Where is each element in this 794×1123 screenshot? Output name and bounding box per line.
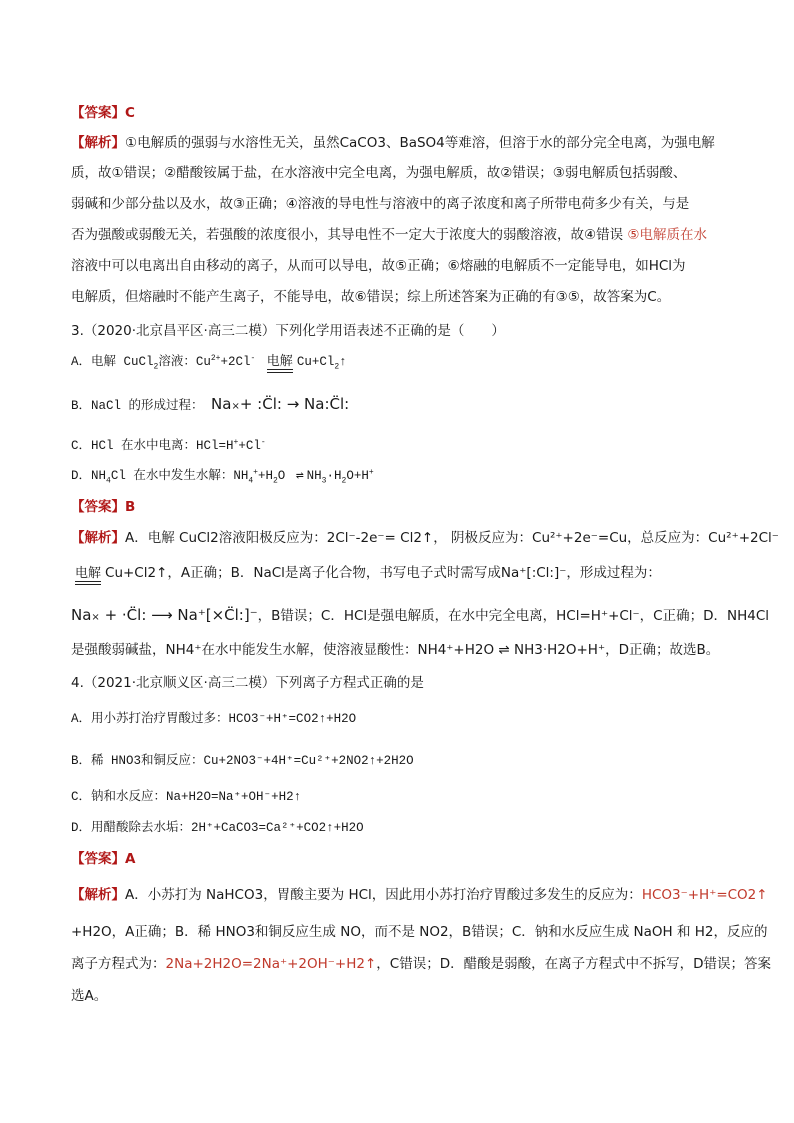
q3d-text: Cl 在水中发生水解：NH <box>110 469 249 483</box>
answer-line-q3 <box>71 497 731 517</box>
condition-bar <box>267 369 293 373</box>
analysis-tag: 【解析】 <box>71 887 125 903</box>
condition-label: 电解 <box>266 354 293 369</box>
analysis-line <box>71 133 731 153</box>
analysis-line: +H2O，A正确；B．稀 HNO3和铜反应生成 NO，而不是 NO2，B错误；C．钠和水反应生成 NaOH 和 H2，反应的 <box>71 924 768 940</box>
analysis-text: A．小苏打为 NaHCO3，胃酸主要为 HCl，因此用小苏打治疗胃酸过多发生的反应为： <box>125 887 642 903</box>
question-3: 3.（2020·北京昌平区·高三二模）下列化学用语表述不正确的是（ ） <box>71 323 505 339</box>
q4-option-d: D．用醋酸除去水垢：2H⁺+CaCO3=Ca²⁺+CO2↑+H2O <box>71 821 364 835</box>
equilibrium-arrow: ⇌ <box>295 468 304 483</box>
q3c-text: C．HCl 在水中电离：HCl=H <box>71 439 234 453</box>
q3a-text: Cu+Cl <box>296 355 335 369</box>
analysis-highlight: ⑤电解质在水 <box>627 227 708 243</box>
analysis-text: ，B错误；C．HCl是强电解质，在水中完全电离，HCl=H⁺+Cl⁻，C正确；D．NH4Cl <box>257 608 770 624</box>
analysis-line <box>71 225 731 245</box>
analysis-line <box>71 605 770 628</box>
analysis-highlight: 2Na+2H2O=2Na⁺+2OH⁻+H2↑ <box>165 956 377 972</box>
analysis-line <box>71 954 772 974</box>
analysis-tag: 【解析】 <box>71 530 125 546</box>
question-4: 4.（2021·北京顺义区·高三二模）下列离子方程式正确的是 <box>71 675 424 691</box>
q3d-text: O <box>277 469 286 483</box>
answer-value: C <box>125 105 135 121</box>
q3d-text: ·H <box>326 469 342 483</box>
answer-line-q4 <box>71 849 731 869</box>
analysis-line: 溶液中可以电离出自由移动的离子，从而可以导电，故⑤正确；⑥熔融的电解质不一定能导电，如HCl为 <box>71 258 686 274</box>
q3-option-a: A．电解 CuCl$_2$溶液：$Cu^{2+}+2Cl^-$ 电解 $Cu+Cl_2↑$ <box>71 353 347 372</box>
analysis-line: 电解质，但熔融时不能产生离子，不能导电，故⑥错误；综上所述答案为正确的有③⑤，故答案为C。 <box>71 289 671 305</box>
analysis-line <box>71 563 731 585</box>
answer-tag: 【答案】 <box>71 499 125 515</box>
analysis-line: 选A。 <box>71 988 108 1004</box>
analysis-line: 质，故①错误；②醋酸铵属于盐，在水溶液中完全电离，为强电解质，故②错误；③弱电解质包括弱酸、 <box>71 165 687 181</box>
analysis-line <box>71 885 768 905</box>
q3a-text: A．电解 CuCl <box>71 355 154 369</box>
q3d-text: D．NH <box>71 469 107 483</box>
analysis-text: ①电解质的强弱与水溶性无关，虽然CaCO3、BaSO4等难溶，但溶于水的部分完全电离，为强电解 <box>125 135 715 151</box>
q3-option-c: C．HCl 在水中电离：HCl=H++Cl- <box>71 437 266 453</box>
analysis-text: A．电解 CuCl2溶液阳极反应为：2Cl⁻-2e⁻= Cl2↑， 阴极反应为：Cu²⁺+2e⁻=Cu，总反应为：Cu²⁺+2Cl⁻ <box>125 530 779 546</box>
q4-option-b: B．稀 HNO3和铜反应：Cu+2NO3⁻+4H⁺=Cu²⁺+2NO2↑+2H2O <box>71 754 414 768</box>
answer-tag: 【答案】 <box>71 851 125 867</box>
q3a-text: +2Cl <box>220 355 251 369</box>
q3d-text: +H <box>257 469 273 483</box>
q4-option-a: A．用小苏打治疗胃酸过多：HCO3⁻+H⁺=CO2↑+H2O <box>71 712 357 726</box>
analysis-text: 离子方程式为： <box>71 956 166 972</box>
electrolysis-condition <box>267 355 293 373</box>
lewis-formation-diagram: Na× + ·C̈l: ⟶ Na⁺[×C̈l:]⁻ <box>71 606 258 624</box>
electrolysis-condition <box>75 567 101 585</box>
answer-value: A <box>125 851 136 867</box>
analysis-line: 弱碱和少部分盐以及水，故③正确；④溶液的导电性与溶液中的离子浓度和离子所带电荷多少有关，与是 <box>71 196 690 212</box>
answer-line-q2 <box>71 103 731 123</box>
q3-option-d: D．$NH_4Cl$ 在水中发生水解：$NH_4^++H_2O$ ⇌ $NH_3\cdot H_2O+H^+$ <box>71 467 374 486</box>
condition-bar <box>75 581 101 585</box>
analysis-text: Cu+Cl2↑，A正确；B．NaCl是离子化合物，书写电子式时需写成Na⁺[:Cl:]⁻，形成过程为： <box>105 565 661 581</box>
answer-tag: 【答案】 <box>71 105 125 121</box>
analysis-text: 否为强酸或弱酸无关，若强酸的浓度很小，其导电性不一定大于浓度大的弱酸溶液，故④错误 <box>71 227 624 243</box>
analysis-line: 是强酸弱碱盐，NH4⁺在水中能发生水解，使溶液显酸性：NH4⁺+H2O ⇌ NH3·H2O+H⁺，D正确；故选B。 <box>71 642 720 658</box>
analysis-text: ，C错误；D．醋酸是弱酸，在离子方程式中不拆写，D错误；答案 <box>376 956 772 972</box>
analysis-line <box>71 528 779 548</box>
q3-option-b <box>71 394 731 417</box>
q3d-text: O+H <box>346 469 369 483</box>
lewis-formation-diagram: Na×+ :C̈l: → Na:C̈l: <box>211 395 350 413</box>
q3a-text: 溶液：Cu <box>158 355 211 369</box>
condition-label: 电解 <box>75 566 102 581</box>
q3c-text: +Cl <box>238 439 261 453</box>
q3b-text: B．NaCl 的形成过程： <box>71 399 204 413</box>
answer-value: B <box>125 499 136 515</box>
q4-option-c: C．钠和水反应：Na+H2O=Na⁺+OH⁻+H2↑ <box>71 790 302 804</box>
q3d-text: NH <box>306 469 322 483</box>
analysis-highlight: HCO3⁻+H⁺=CO2↑ <box>641 887 768 903</box>
analysis-tag: 【解析】 <box>71 135 125 151</box>
